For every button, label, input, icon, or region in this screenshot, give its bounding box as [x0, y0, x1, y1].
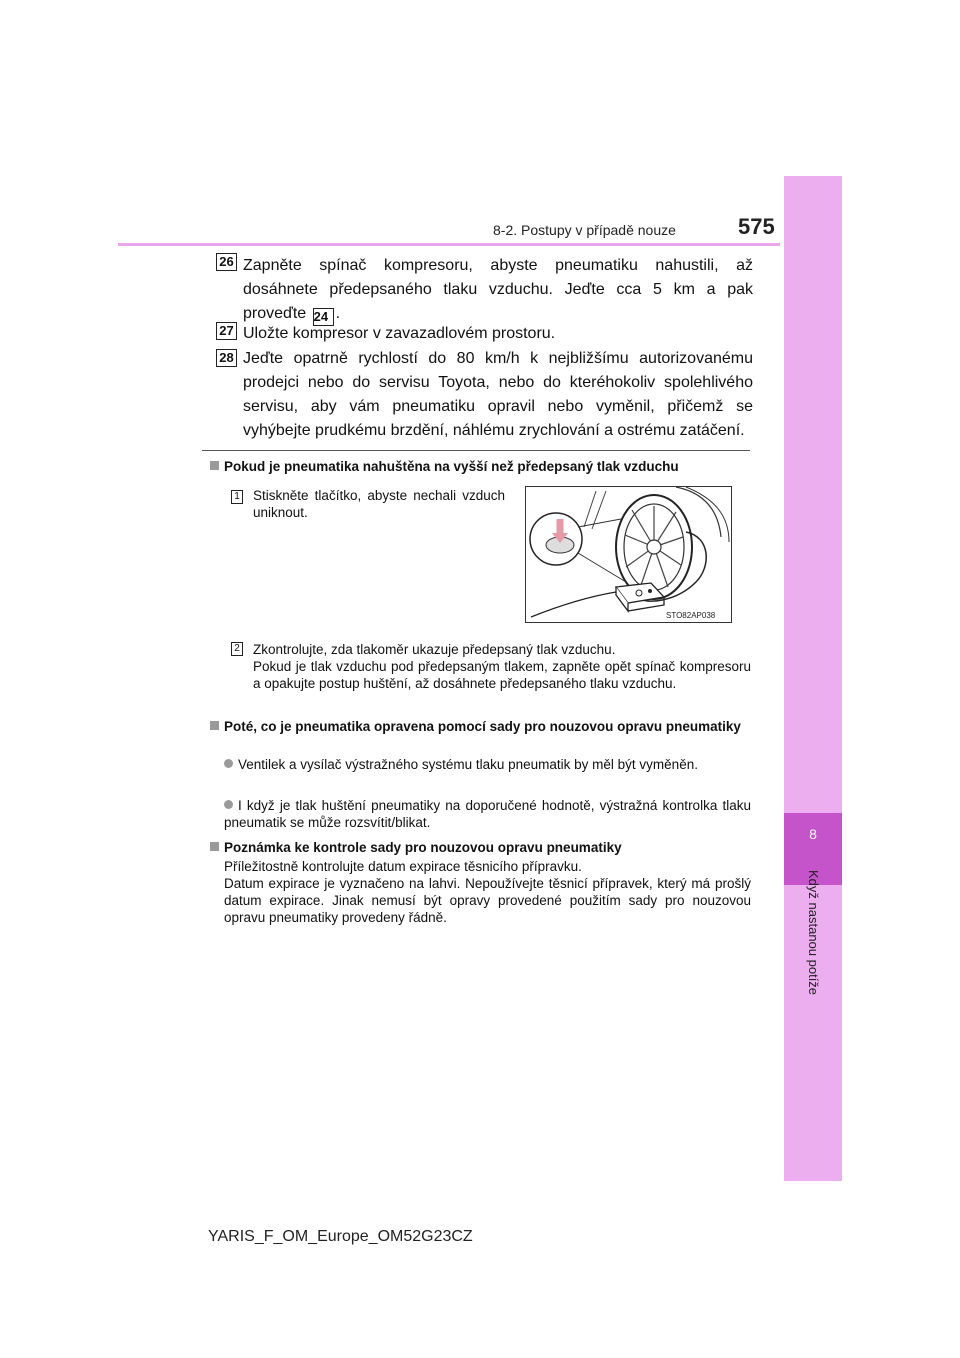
square-bullet-icon [210, 842, 219, 851]
step-badge: 28 [216, 349, 237, 367]
list-item: I když je tlak huštění pneumatiky na doporučené hodnotě, výstražná kontrolka tlaku pneumatik se může rozsvítit/blikat. [224, 798, 751, 830]
step-text [243, 254, 753, 326]
compressor-illustration [525, 486, 732, 623]
step-badge: 27 [216, 322, 237, 340]
chapter-number: 8 [809, 826, 817, 842]
substep-badge: 2 [231, 642, 243, 656]
page-number: 575 [738, 214, 775, 239]
section-title: 8-2. Postupy v případě nouze [493, 222, 676, 238]
chapter-title: Když nastanou potíže [806, 870, 821, 996]
step-text: Uložte kompresor v zavazadlovém prostoru. [243, 325, 556, 342]
substep-badge: 1 [231, 490, 243, 504]
note-heading: Poté, co je pneumatika opravena pomocí sady pro nouzovou opravu pneumatiky [210, 718, 751, 735]
document-code: YARIS_F_OM_Europe_OM52G23CZ [208, 1228, 473, 1245]
note-heading: Pokud je pneumatika nahuštěna na vyšší než předepsaný tlak vzduchu [210, 458, 755, 475]
illustration-code: STO82AP038 [666, 611, 716, 620]
step-reference-badge: 24 [313, 308, 334, 326]
section-divider [202, 450, 750, 451]
step-text-end: . [335, 305, 341, 322]
substep-text: Stiskněte tlačítko, abyste nechali vzduch uniknout. [253, 488, 505, 520]
step-text-body: Zapněte spínač kompresoru, abyste pneumatiku nahustili, až dosáhnete předepsaného tlaku vzduchu. Jeďte cca 5 km a pak proveďte [243, 257, 753, 322]
header-divider [118, 243, 780, 246]
substep-text: Zkontrolujte, zda tlakoměr ukazuje předepsaný tlak vzduchu. Pokud je tlak vzduchu pod předepsaným tlakem, zapněte opět spínač kompresoru a opakujte postup huštění, až dosáhnete předepsaného tlaku vzduchu. [253, 642, 751, 691]
square-bullet-icon [210, 461, 219, 470]
step-badge: 26 [216, 253, 237, 271]
note-body: Příležitostně kontrolujte datum expirace těsnicího přípravku. Datum expirace je vyznačeno na lahvi. Nepoužívejte těsnicí přípravek, který má prošlý datum expirace. Jinak nemusí být opravy provedené použitím sady pro nouzovou opravu pneumatiky provedeny řádně. [224, 859, 751, 925]
step-text: Jeďte opatrně rychlostí do 80 km/h k nejbližšímu autorizovanému prodejci nebo do servisu Toyota, nebo do kteréhokoliv spolehlivého servisu, aby vám pneumatiku opravil nebo vyměnil, přičemž se vyhýbejte prudkému brzdění, náhlému zrychlování a ostrému zatáčení. [243, 350, 753, 439]
square-bullet-icon [210, 721, 219, 730]
round-bullet-icon [224, 800, 233, 809]
tire-compressor-figure [526, 487, 731, 622]
note-heading: Poznámka ke kontrole sady pro nouzovou opravu pneumatiky [210, 839, 751, 856]
round-bullet-icon [224, 759, 233, 768]
list-item: Ventilek a vysílač výstražného systému tlaku pneumatik by měl být vyměněn. [224, 756, 751, 773]
chapter-tab [784, 176, 842, 1181]
